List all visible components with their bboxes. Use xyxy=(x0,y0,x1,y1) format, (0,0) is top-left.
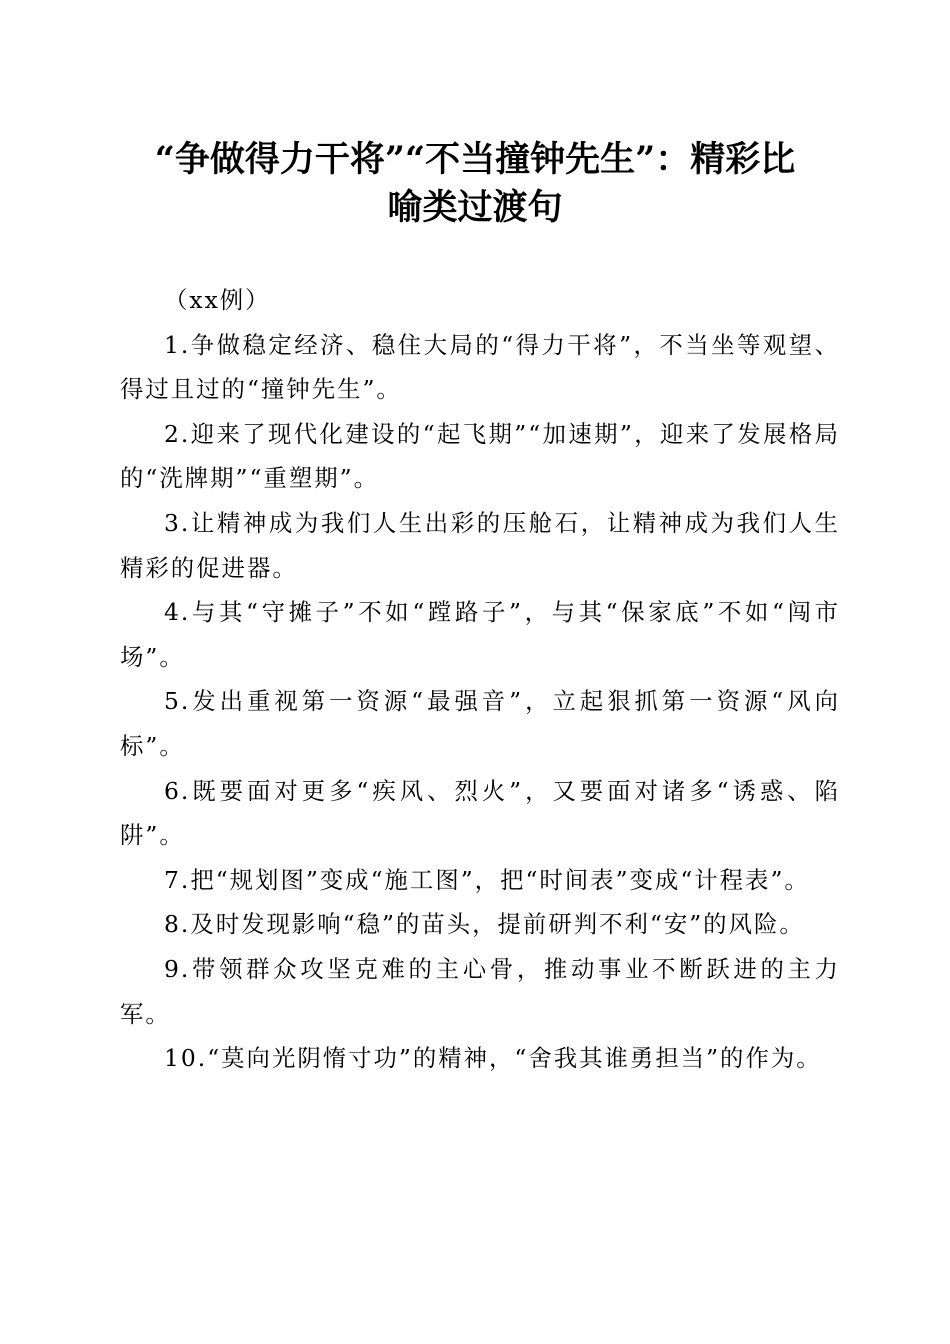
document-title xyxy=(100,136,850,232)
document-body xyxy=(120,278,840,1081)
list-item: 10.“莫向光阴惰寸功”的精神，“舍我其谁勇担当”的作为。 xyxy=(164,1044,822,1073)
list-item: 4.与其“守摊子”不如“蹚路子”，与其“保家底”不如“闯市场”。 xyxy=(120,598,840,671)
list-item: 7.把“规划图”变成“施工图”，把“时间表”变成“计程表”。 xyxy=(164,865,810,894)
list-item: 5.发出重视第一资源“最强音”，立起狠抓第一资源“风向标”。 xyxy=(120,687,840,760)
list-item: 2.迎来了现代化建设的“起飞期”“加速期”，迎来了发展格局的“洗牌期”“重塑期”。 xyxy=(120,419,840,493)
list-item: 8.及时发现影响“稳”的苗头，提前研判不利“安”的风险。 xyxy=(164,910,805,939)
title-line-2: 喻类过渡句 xyxy=(387,187,563,228)
title-line-1: “争做得力干将”“不当撞钟先生”：精彩比 xyxy=(154,139,796,180)
list-item: 9.带领群众攻坚克难的主心骨，推动事业不断跃进的主力军。 xyxy=(120,954,840,1028)
list-item: 6.既要面对更多“疾风、烈火”，又要面对诸多“诱惑、陷阱”。 xyxy=(120,776,840,850)
intro-paragraph: （xx例） xyxy=(164,286,271,314)
list-item: 1.争做稳定经济、稳住大局的“得力干将”，不当坐等观望、得过且过的“撞钟先生”。 xyxy=(120,330,840,404)
list-item: 3.让精神成为我们人生出彩的压舱石，让精神成为我们人生精彩的促进器。 xyxy=(120,508,840,582)
